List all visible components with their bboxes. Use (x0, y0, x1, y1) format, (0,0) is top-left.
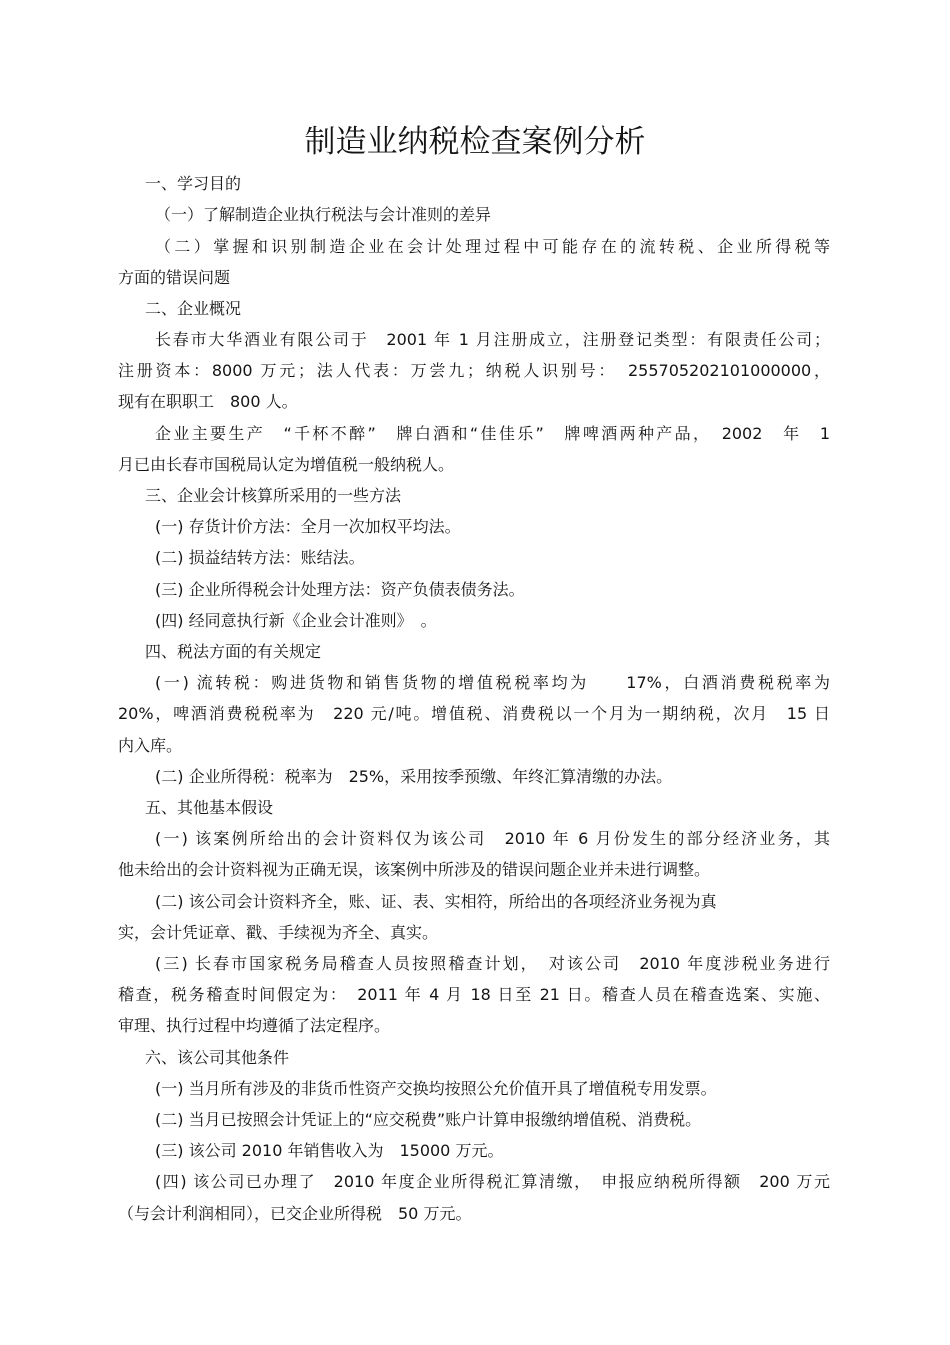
paragraph-line: (二) 该公司会计资料齐全，账、证、表、实相符，所给出的各项经济业务视为真 (155, 892, 717, 911)
paragraph-line: 他未给出的会计资料视为正确无误，该案例中所涉及的错误问题企业并未进行调整。 (118, 860, 711, 879)
paragraph-line: 月已由长春市国税局认定为增值税一般纳税人。 (118, 455, 455, 474)
paragraph-line: (三) 长春市国家税务局稽查人员按照稽查计划， 对该公司 2010 年度涉税业务进行 (155, 954, 830, 973)
paragraph-line: (一) 当月所有涉及的非货币性资产交换均按照公允价值开具了增值税专用发票。 (155, 1079, 717, 1098)
section-heading-6: 六、该公司其他条件 (145, 1048, 290, 1067)
paragraph-line: 现有在职职工 800 人。 (118, 392, 298, 411)
paragraph-line: （二）掌握和识别制造企业在会计处理过程中可能存在的流转税、企业所得税等 (155, 237, 830, 256)
paragraph-line: （与会计利润相同），已交企业所得税 50 万元。 (118, 1204, 472, 1223)
paragraph-line: (四) 经同意执行新《企业会计准则》 。 (155, 611, 437, 630)
section-heading-2: 二、企业概况 (145, 299, 242, 318)
section-heading-3: 三、企业会计核算所采用的一些方法 (145, 486, 402, 505)
paragraph-line: (一) 流转税：购进货物和销售货物的增值税税率均为 17%，白酒消费税税率为 (155, 673, 830, 692)
paragraph-line: 注册资本：8000 万元；法人代表：万尝九；纳税人识别号： 255705202101000000， (118, 361, 830, 380)
paragraph-line: 内入库。 (118, 736, 183, 755)
paragraph-line: (二) 企业所得税：税率为 25%，采用按季预缴、年终汇算清缴的办法。 (155, 767, 673, 786)
paragraph-line: （一）了解制造企业执行税法与会计准则的差异 (155, 205, 492, 224)
paragraph-line: (四) 该公司已办理了 2010 年度企业所得税汇算清缴， 申报应纳税所得额 200 万元 (155, 1172, 830, 1191)
paragraph-line: (三) 该公司 2010 年销售收入为 15000 万元。 (155, 1141, 504, 1160)
paragraph-line: (一) 存货计价方法：全月一次加权平均法。 (155, 517, 461, 536)
paragraph-line: (二) 损益结转方法：账结法。 (155, 548, 365, 567)
document-title: 制造业纳税检查案例分析 (304, 124, 646, 160)
section-heading-4: 四、税法方面的有关规定 (145, 642, 322, 661)
paragraph-line: (三) 企业所得税会计处理方法：资产负债表债务法。 (155, 580, 525, 599)
paragraph-line: (二) 当月已按照会计凭证上的“应交税费”账户计算申报缴纳增值税、消费税。 (155, 1110, 702, 1129)
paragraph-line: 审理、执行过程中均遵循了法定程序。 (118, 1016, 391, 1035)
paragraph-line: 长春市大华酒业有限公司于 2001 年 1 月注册成立，注册登记类型：有限责任公司； (155, 330, 830, 349)
paragraph-line: 企业主要生产 “千杯不醉” 牌白酒和“佳佳乐” 牌啤酒两种产品， 2002 年 1 (155, 424, 830, 443)
paragraph-line: 方面的错误问题 (118, 268, 231, 287)
paragraph-line: 稽查，税务稽查时间假定为： 2011 年 4 月 18 日至 21 日。稽查人员在稽查选案、实施、 (118, 985, 830, 1004)
section-heading-1: 一、学习目的 (145, 174, 242, 193)
paragraph-line: (一) 该案例所给出的会计资料仅为该公司 2010 年 6 月份发生的部分经济业务，其 (155, 829, 830, 848)
section-heading-5: 五、其他基本假设 (145, 798, 274, 817)
paragraph-line: 实，会计凭证章、戳、手续视为齐全、真实。 (118, 923, 439, 942)
paragraph-line: 20%，啤酒消费税税率为 220 元/吨。增值税、消费税以一个月为一期纳税，次月 15 日 (118, 704, 830, 723)
